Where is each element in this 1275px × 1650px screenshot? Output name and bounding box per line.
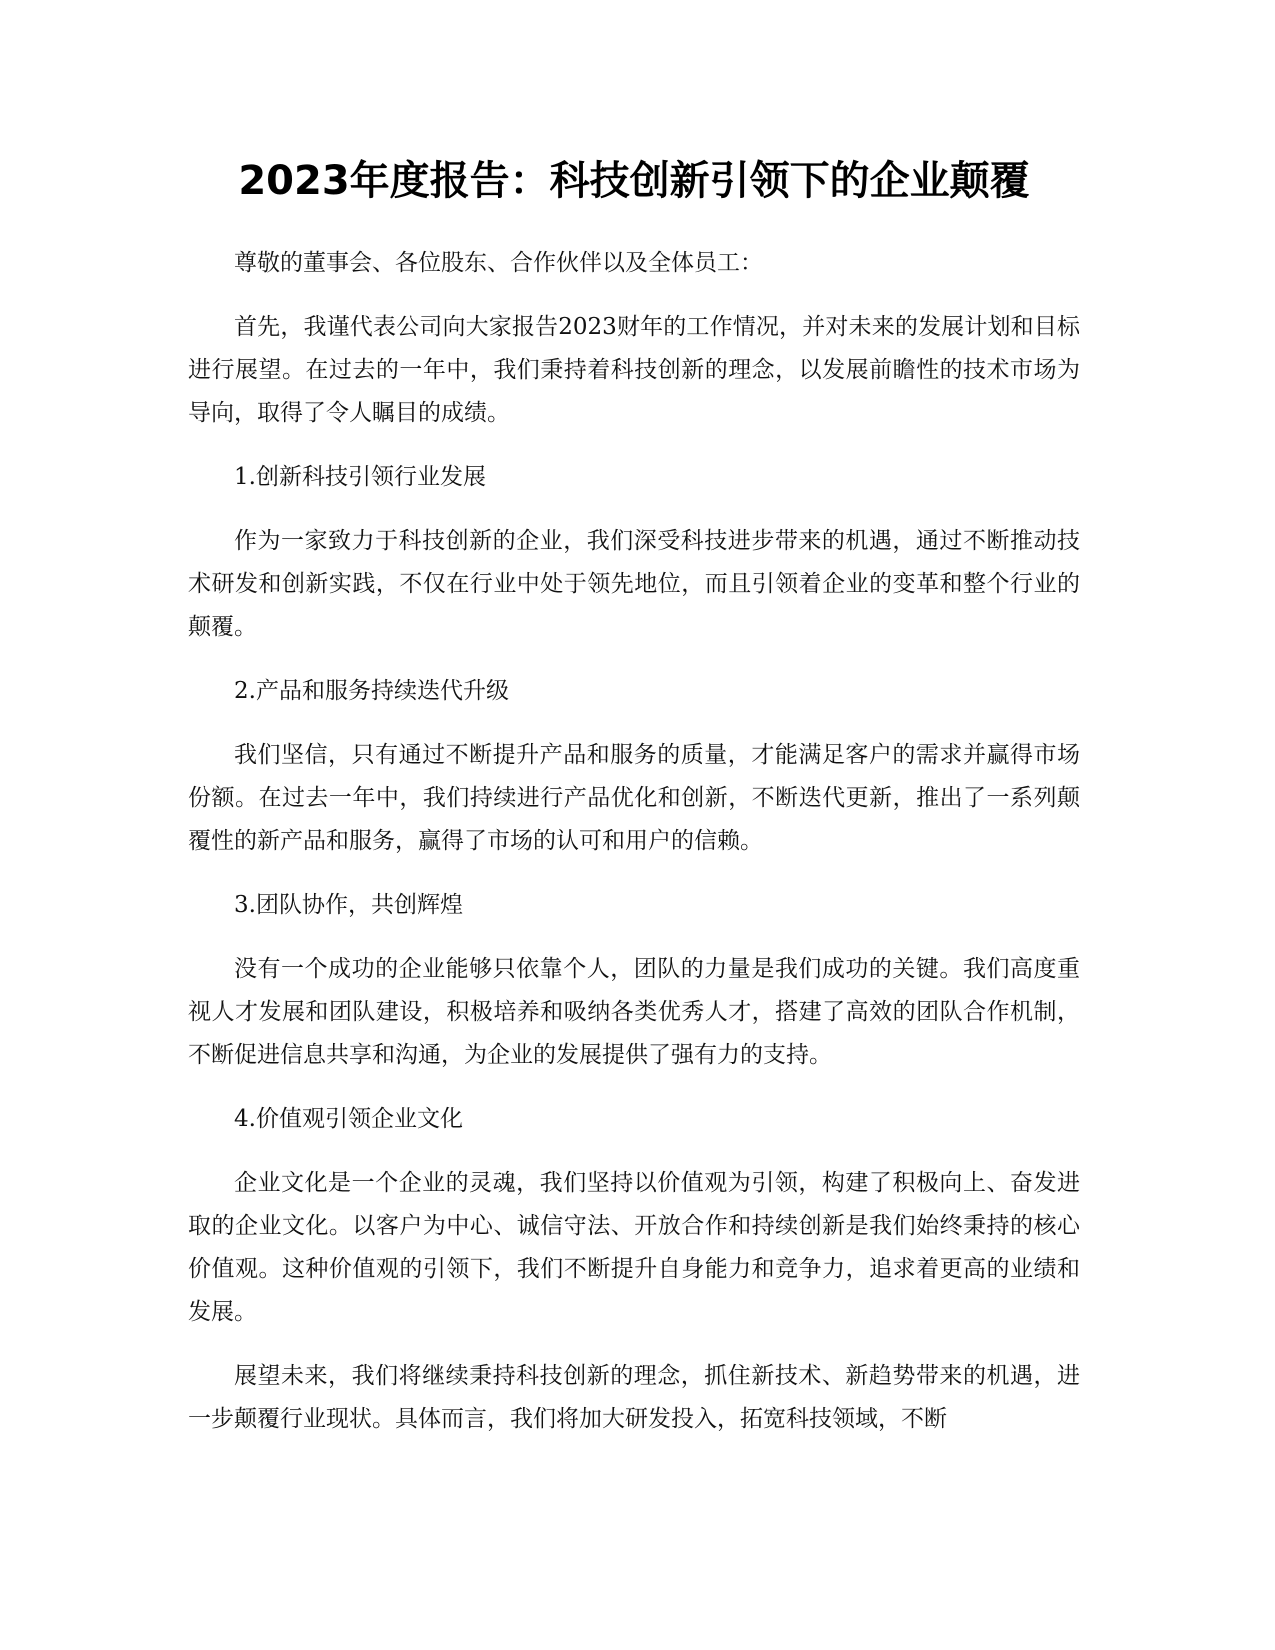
section-heading-4: 4.价值观引领企业文化 [234, 1106, 463, 1132]
greeting-paragraph: 尊敬的董事会、各位股东、合作伙伴以及全体员工： [234, 250, 763, 276]
section-heading-2: 2.产品和服务持续迭代升级 [234, 678, 509, 704]
outlook-paragraph: 展望未来，我们将继续秉持科技创新的理念，抓住新技术、新趋势带来的机遇，进一步颠覆行业现状。具体而言，我们将加大研发投入，拓宽科技领域，不断 [188, 1363, 1080, 1432]
section-body-1: 作为一家致力于科技创新的企业，我们深受科技进步带来的机遇，通过不断推动技术研发和创新实践，不仅在行业中处于领先地位，而且引领着企业的变革和整个行业的颠覆。 [188, 528, 1080, 640]
intro-paragraph: 首先，我谨代表公司向大家报告2023财年的工作情况，并对未来的发展计划和目标进行展望。在过去的一年中，我们秉持着科技创新的理念，以发展前瞻性的技术市场为导向，取得了令人瞩目的成绩。 [188, 314, 1080, 426]
document-page [188, 148, 1080, 1441]
section-body-2: 我们坚信，只有通过不断提升产品和服务的质量，才能满足客户的需求并赢得市场份额。在过去一年中，我们持续进行产品优化和创新，不断迭代更新，推出了一系列颠覆性的新产品和服务，赢得了市场的认可和用户的信赖。 [188, 742, 1080, 854]
section-heading-3: 3.团队协作，共创辉煌 [234, 892, 463, 918]
document-title: 2023年度报告：科技创新引领下的企业颠覆 [238, 158, 1030, 204]
section-heading-1: 1.创新科技引领行业发展 [234, 464, 486, 490]
section-body-3: 没有一个成功的企业能够只依靠个人，团队的力量是我们成功的关键。我们高度重视人才发展和团队建设，积极培养和吸纳各类优秀人才，搭建了高效的团队合作机制，不断促进信息共享和沟通，为企业的发展提供了强有力的支持。 [188, 956, 1080, 1068]
section-body-4: 企业文化是一个企业的灵魂，我们坚持以价值观为引领，构建了积极向上、奋发进取的企业文化。以客户为中心、诚信守法、开放合作和持续创新是我们始终秉持的核心价值观。这种价值观的引领下，我们不断提升自身能力和竞争力，追求着更高的业绩和发展。 [188, 1170, 1080, 1325]
